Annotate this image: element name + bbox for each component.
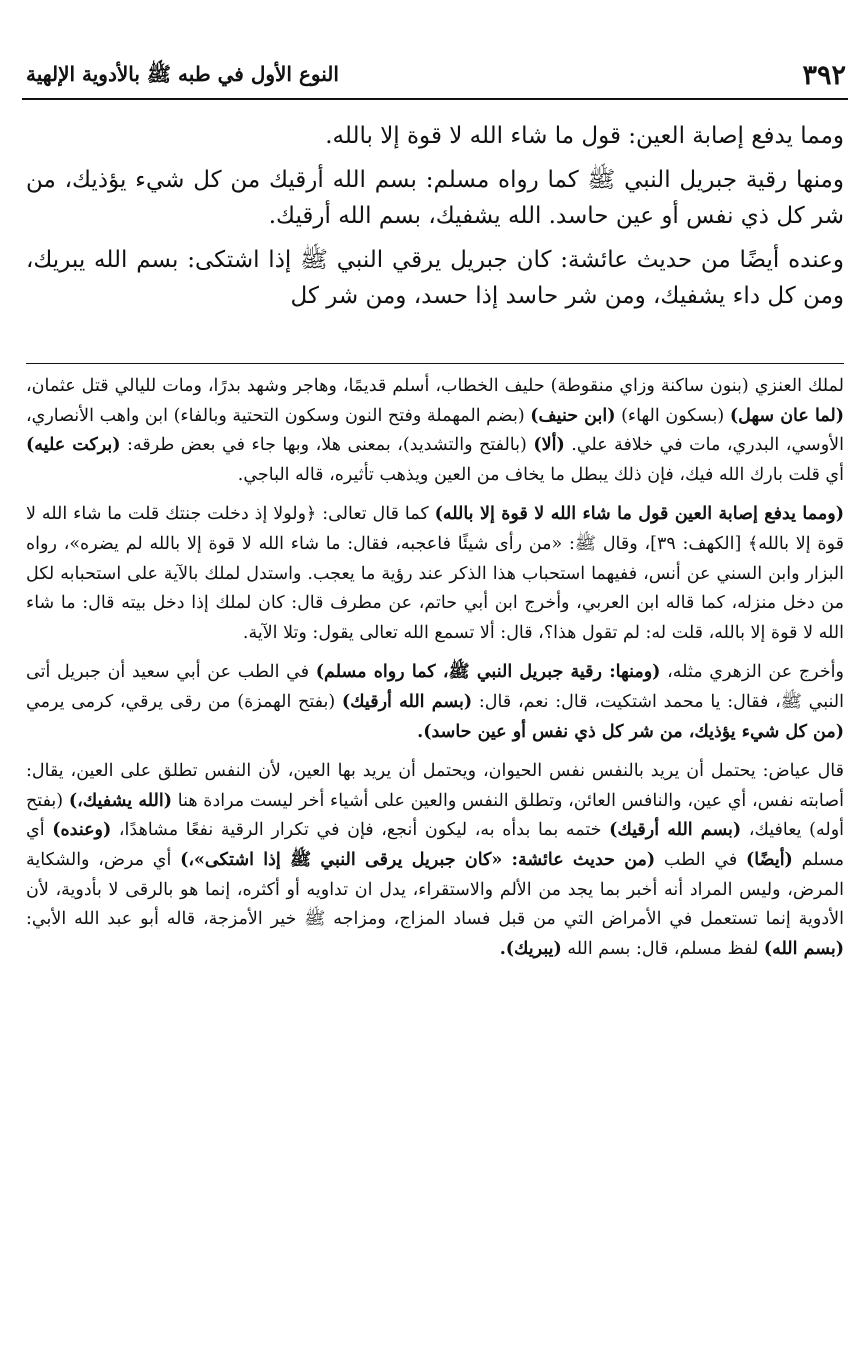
- bold-quote: (لما عان سهل): [729, 405, 845, 426]
- commentary-text: وأخرج عن الزهري مثله،: [660, 662, 844, 683]
- page-header: [22, 58, 848, 100]
- commentary-text: كما قال تعالى: ﴿ولولا إذ دخلت جنتك قلت ما شاء الله لا قوة إلا بالله﴾ [الكهف: ٣٩]، وقال ﷺ: «من رأى شيئًا فاعجبه، فقال: ما شاء الله لا قوة إلا بالله لم يضره»، رواه البزار وابن السني عن أنس، ففيهما استحباب هذا الذكر عند رؤية ما يعجب. واستدل لملك بالآية على استحبابه لكل من دخل منزله، كما قاله ابن العربي، وأخرج ابن أبي حاتم، عن مطرف قال: كان لملك إذا دخل بيته قال: ما شاء الله لا قوة إلا بالله، قلت له: لم تقول هذا؟، قال: ألا تسمع الله تعالى يقول: وتلا الآية.: [26, 504, 844, 643]
- bold-quote: (وعنده): [52, 820, 112, 841]
- bold-quote: (بسم الله): [763, 938, 844, 959]
- commentary-text: ختمه بما بدأه به، ليكون أنجع، فإن في تكرار الرقية نفعًا مشاهدًا،: [111, 820, 610, 841]
- bold-quote: (يبريك).: [499, 938, 562, 959]
- bold-quote: (ومنها: رقية جبريل النبي ﷺ، كما رواه مسلم): [315, 662, 661, 683]
- bold-quote: (ألا): [533, 435, 565, 456]
- commentary-text: في الطب عن أبي سعيد أن جبريل أتى النبي ﷺ، فقال: يا محمد اشتكيت، قال: نعم، قال:: [26, 662, 844, 712]
- running-title: النوع الأول في طبه ﷺ بالأدوية الإلهية: [26, 62, 339, 86]
- commentary-section: [26, 372, 844, 964]
- bold-quote: (بسم الله أرقيك): [609, 820, 742, 841]
- commentary-paragraph: [26, 658, 844, 747]
- main-text: [26, 118, 844, 315]
- bold-quote: (من حديث عائشة: «كان جبريل يرقى النبي ﷺ إذا اشتكى»،): [180, 849, 656, 870]
- main-paragraph: ومنها رقية جبريل النبي ﷺ كما رواه مسلم: بسم الله أرقيك من كل شيء يؤذيك، من شر كل ذي نفس أو عين حاسد. الله يشفيك، بسم الله أرقيك.: [26, 166, 844, 229]
- page-number: ٣٩٢: [802, 60, 846, 91]
- main-paragraph: ومما يدفع إصابة العين: قول ما شاء الله لا قوة إلا بالله.: [325, 123, 844, 149]
- bold-quote: (ابن حنيف): [530, 405, 616, 426]
- commentary-text: (بفتح أوله) يعافيك،: [26, 790, 845, 841]
- commentary-text: (بسكون الهاء): [615, 405, 730, 426]
- commentary-text: في الطب: [655, 849, 747, 870]
- commentary-text: أي مرض، والشكاية المرض، وليس المراد أنه أخبر بما يجد من الألم والاستقراء، يدل ان تداويه أو أكثره، إنما هو بالرقى لا بأدوية، لأن الأدوية إنما تستعمل في الأمراض التي من قبل فساد المزاج، ومزاجه ﷺ خير الأمزجة، قاله أبو عبد الله الأبي:: [26, 849, 844, 930]
- bold-quote: (بسم الله أرقيك): [341, 691, 473, 712]
- section-divider: [26, 363, 844, 364]
- commentary-text: قال عياض: يحتمل أن يريد بالنفس نفس الحيوان، ويحتمل أن يريد بها العين، لأن النفس تطلق على العين، يقال: أصابته نفس، أي عين، والنافس العائن، وتطلق النفس والعين على أشياء أخر ليست مرادة هنا: [26, 761, 844, 811]
- commentary-text: لفظ مسلم، قال: بسم الله: [561, 938, 764, 959]
- commentary-text: لملك العنزي (بنون ساكنة وزاي منقوطة) حليف الخطاب، أسلم قديمًا، وهاجر وشهد بدرًا، ومات لليالي قتل عثمان،: [26, 376, 844, 396]
- bold-quote: (ومما يدفع إصابة العين قول ما شاء الله لا قوة إلا بالله): [434, 504, 844, 525]
- commentary-paragraph: [26, 757, 844, 964]
- commentary-paragraph: [26, 500, 844, 648]
- bold-quote: (أيضًا): [746, 849, 793, 870]
- commentary-text: أي مسلم: [26, 820, 844, 870]
- bold-quote: (بركت عليه): [26, 435, 121, 456]
- bold-quote: (الله يشفيك،): [68, 790, 173, 811]
- commentary-text: (بفتح الهمزة) من رقى يرقي، كرمى يرمي: [26, 691, 342, 712]
- commentary-text: (بضم المهملة وفتح النون وسكون التحتية وبالفاء) ابن واهب الأنصاري، الأوسي، البدري، مات في خلافة علي.: [26, 405, 844, 456]
- main-paragraph: وعنده أيضًا من حديث عائشة: كان جبريل يرقي النبي ﷺ إذا اشتكى: بسم الله يبريك، ومن كل داء يشفيك، ومن شر حاسد إذا حسد، ومن شر كل: [26, 246, 844, 309]
- commentary-text: أي قلت بارك الله فيك، فإن ذلك يبطل ما يخاف من العين ويذهب تأثيره، قاله الباجي.: [237, 464, 844, 485]
- commentary-paragraph: [26, 372, 844, 490]
- commentary-text: (بالفتح والتشديد)، بمعنى هلا، وبها جاء في بعض طرقه:: [120, 435, 534, 456]
- bold-quote: (من كل شيء يؤذيك، من شر كل ذي نفس أو عين حاسد).: [417, 721, 844, 742]
